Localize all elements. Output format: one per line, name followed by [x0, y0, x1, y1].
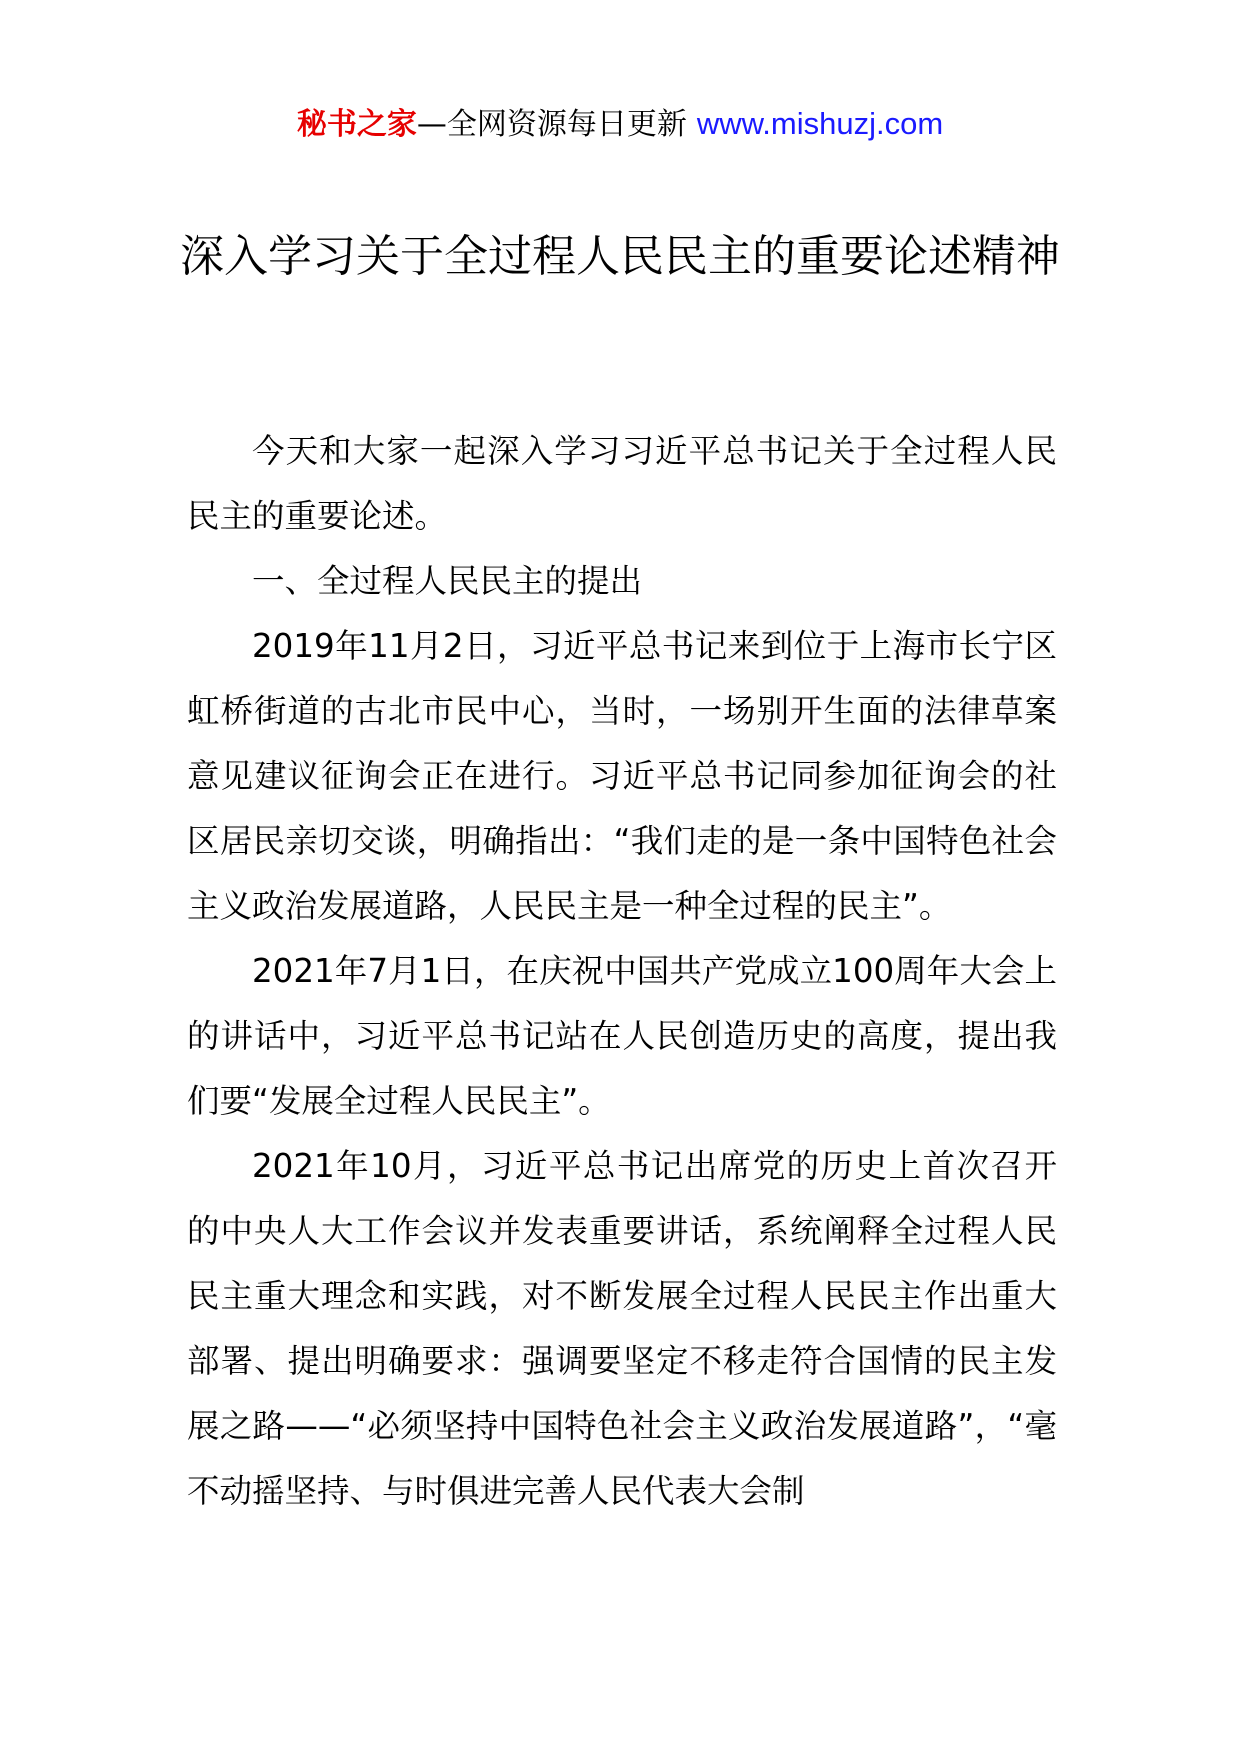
tagline: —全网资源每日更新	[416, 107, 687, 142]
paragraph-2021-october: 2021年10月，习近平总书记出席党的历史上首次召开的中央人大工作会议并发表重要讲话，系统阐释全过程人民民主重大理念和实践，对不断发展全过程人民民主作出重大部署、提出明确要求：强调要坚定不移走符合国情的民主发展之路——“必须坚持中国特色社会主义政治发展道路”，“毫不动摇坚持、与时俱进完善人民代表大会制	[187, 1147, 1057, 1510]
section-heading-1: 一、全过程人民民主的提出	[252, 562, 643, 600]
paragraph-2019: 2019年11月2日，习近平总书记来到位于上海市长宁区虹桥街道的古北市民中心，当时，一场别开生面的法律草案意见建议征询会正在进行。习近平总书记同参加征询会的社区居民亲切交谈，明确指出：“我们走的是一条中国特色社会主义政治发展道路，人民民主是一种全过程的民主”。	[187, 627, 1057, 925]
document-body	[187, 419, 1057, 1524]
paragraph-2021-july: 2021年7月1日，在庆祝中国共产党成立100周年大会上的讲话中，习近平总书记站在人民创造历史的高度，提出我们要“发展全过程人民民主”。	[187, 952, 1057, 1120]
document-title: 深入学习关于全过程人民民主的重要论述精神	[180, 231, 1060, 282]
site-url[interactable]: www.mishuzj.com	[696, 106, 944, 141]
site-header	[0, 98, 1240, 151]
paragraph-intro: 今天和大家一起深入学习习近平总书记关于全过程人民民主的重要论述。	[187, 432, 1057, 535]
brand-name: 秘书之家	[296, 107, 417, 142]
